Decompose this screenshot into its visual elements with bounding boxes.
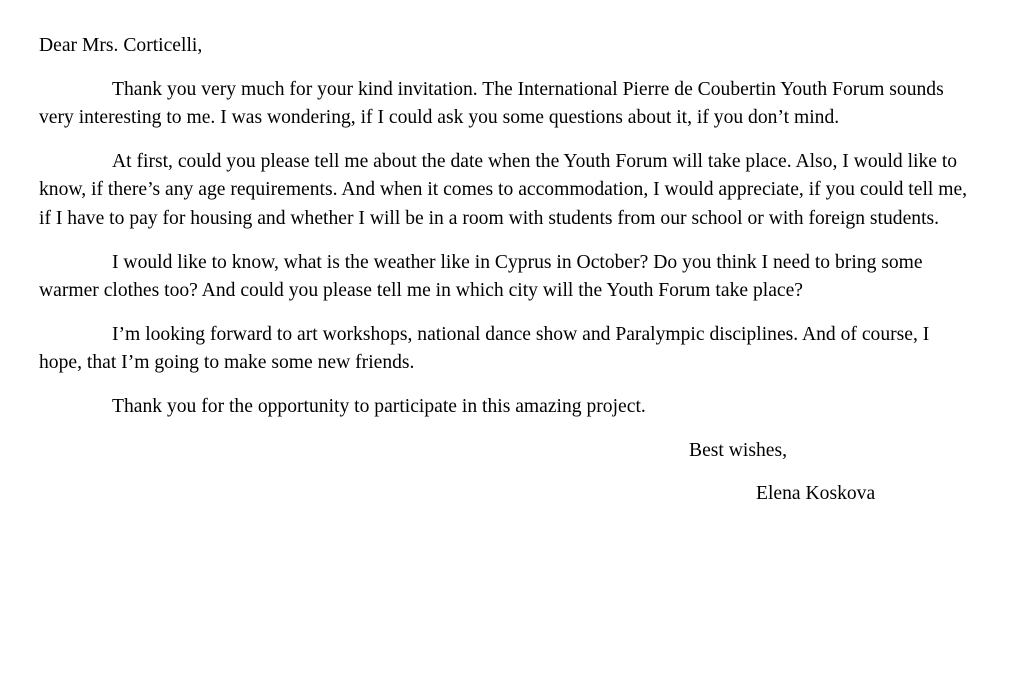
paragraph-questions-date-age-accommodation: At first, could you please tell me about the date when the Youth Forum will take place. Also, I would like to know, if there’s any age requirements. And when it comes to accommodation, I would appreciate, if you could tell me, if I have to pay for housing and whether I will be in a room with students from our school or with foreign students.: [39, 150, 968, 229]
salutation: Dear Mrs. Corticelli,: [39, 35, 203, 56]
signature-name: Elena Koskova: [756, 483, 876, 505]
paragraph-questions-weather-city: I would like to know, what is the weather like in Cyprus in October? Do you think I need to bring some warmer clothes too? And could you please tell me in which city will the Youth Forum take place?: [39, 251, 923, 302]
closing: Best wishes,: [689, 439, 787, 461]
letter-body: [39, 32, 969, 509]
paragraph-looking-forward: I’m looking forward to art workshops, national dance show and Paralympic disciplines. And of course, I hope, that I’m going to make some new friends.: [39, 323, 930, 374]
paragraph-invitation-thanks: Thank you very much for your kind invitation. The International Pierre de Coubertin Youth Forum sounds very interesting to me. I was wondering, if I could ask you some questions about it, if you don’t mind.: [39, 78, 944, 129]
paragraph-thank-you: Thank you for the opportunity to participate in this amazing project.: [112, 395, 646, 417]
